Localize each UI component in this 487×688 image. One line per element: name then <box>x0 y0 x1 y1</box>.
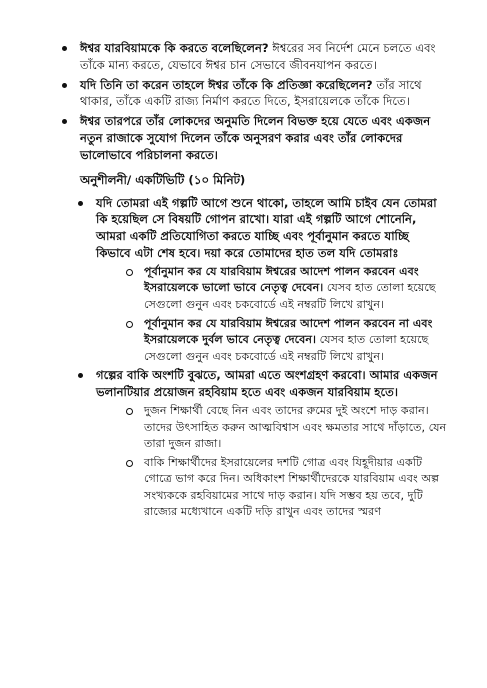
sub-list-item <box>124 264 447 314</box>
prediction-text: পূর্বানুমান কর যে যারবিয়াম ঈশ্বরের আদেশ পালন করবেন না এবং ইসরায়েলকে দুর্বল ভাবে নেতৃত্ব দেবেন। <box>144 316 433 347</box>
activity-bullet-list <box>60 195 447 522</box>
top-bullet-list <box>60 40 447 164</box>
sub-list <box>96 264 447 366</box>
sub-list <box>96 403 447 521</box>
answer-text: তাঁর সাথে থাকার, তাঁকে একটি রাজ্য নির্মাণ করতে দিতে, ইসরায়েলকে তাঁকে দিতে। <box>80 77 422 109</box>
sub-list-item <box>124 403 447 453</box>
note-text: দুজন শিক্ষার্থী বেছে নিন এবং তাদের রুমের দুই অংশে দাড় করান। তাদের উৎসাহিত করুন আত্মবিশ্বাস এবং ক্ষমতার সাথে দাঁড়াতে, যেন তারা দুজন রাজা। <box>144 403 447 451</box>
list-item <box>76 195 447 366</box>
answer-text: ঈশ্বরের সব নির্দেশ মেনে চলতে এবং তাঁকে মান্য করতে, যেভাবে ঈশ্বর চান সেভাবে জীবনযাপন করতে। <box>80 41 436 72</box>
note-text: যেসব হাত তোলা হয়েছে সেগুলো গুনুন এবং চকবোর্ডে এই নম্বরটি লিখে রাখুন। <box>144 281 436 311</box>
statement-text: ঈশ্বর তারপরে তাঁর লোকদের অনুমতি দিলেন বিভক্ত হয়ে যেতে এবং একজন নতুন রাজাকে সুযোগ দিলেন তাঁকে অনুসরণ করার এবং তাঁর লোকদের ভালোভাবে পরিচালনা করতে। <box>80 114 431 162</box>
activity-heading: অনুশীলনী/ একটিভিটি (১০ মিনিট) <box>80 172 246 187</box>
instruction-text: যদি তোমরা এই গল্পটি আগে শুনে থাকো, তাহলে আমি চাইব যেন তোমরা কি হয়েছিল সে বিষয়টি গোপন রাখো। যারা এই গল্পটি আগে শোনেনি, আমরা একটি প্রতিযোগিতা করতে যাচ্ছি এবং পূর্বানুমান করতে যাচ্ছি কিভাবে এটা শেষ হবে। দয়া করে তোমাদের হাত তল যদি তোমরাঃ <box>96 195 437 260</box>
note-text: যেসব হাত তোলা হয়েছে সেগুলো গুনুন এবং চকবোর্ডে এই নম্বরটি লিখে রাখুন। <box>144 333 429 363</box>
instruction-text: গল্পের বাকি অংশটি বুঝতে, আমরা এতে অংশগ্রহণ করবো। আমার একজন ভলানটিয়ার প্রয়োজন রহবিয়াম হতে এবং একজন যারবিয়াম হতে। <box>96 368 438 400</box>
list-item <box>60 77 447 111</box>
question-text: যদি তিনি তা করেন তাহলে ঈশ্বর তাঁকে কি প্রতিজ্ঞা করেছিলেন? <box>80 77 373 92</box>
list-item <box>76 367 447 521</box>
note-text: বাকি শিক্ষার্থীদের ইসরায়েলের দশটি গোত্র এবং যিহূদীয়ার একটি গোত্রে ভাগ করে দিন। অধিকাংশ শিক্ষার্থীদেরকে যারবিয়াম এবং অল্প সংখ্যককে রহবিয়ামের সাথে দাড় করান। যদি সম্ভব হয় তবে, দুটি রাজ্যের মধ্যেখানে একটি দড়ি রাখুন এবং তাদের স্মরণ <box>144 455 440 519</box>
prediction-text: পূর্বানুমান কর যে যারবিয়াম ঈশ্বরের আদেশ পালন করবেন এবং ইসরায়েলকে ভালো ভাবে নেতৃত্ব দেবেন। <box>144 264 419 295</box>
list-item <box>60 113 447 163</box>
sub-list-item <box>124 455 447 521</box>
list-item <box>60 40 447 74</box>
sub-list-item <box>124 316 447 366</box>
question-text: ঈশ্বর যারবিয়ামকে কি করতে বলেছিলেন? <box>80 41 269 55</box>
